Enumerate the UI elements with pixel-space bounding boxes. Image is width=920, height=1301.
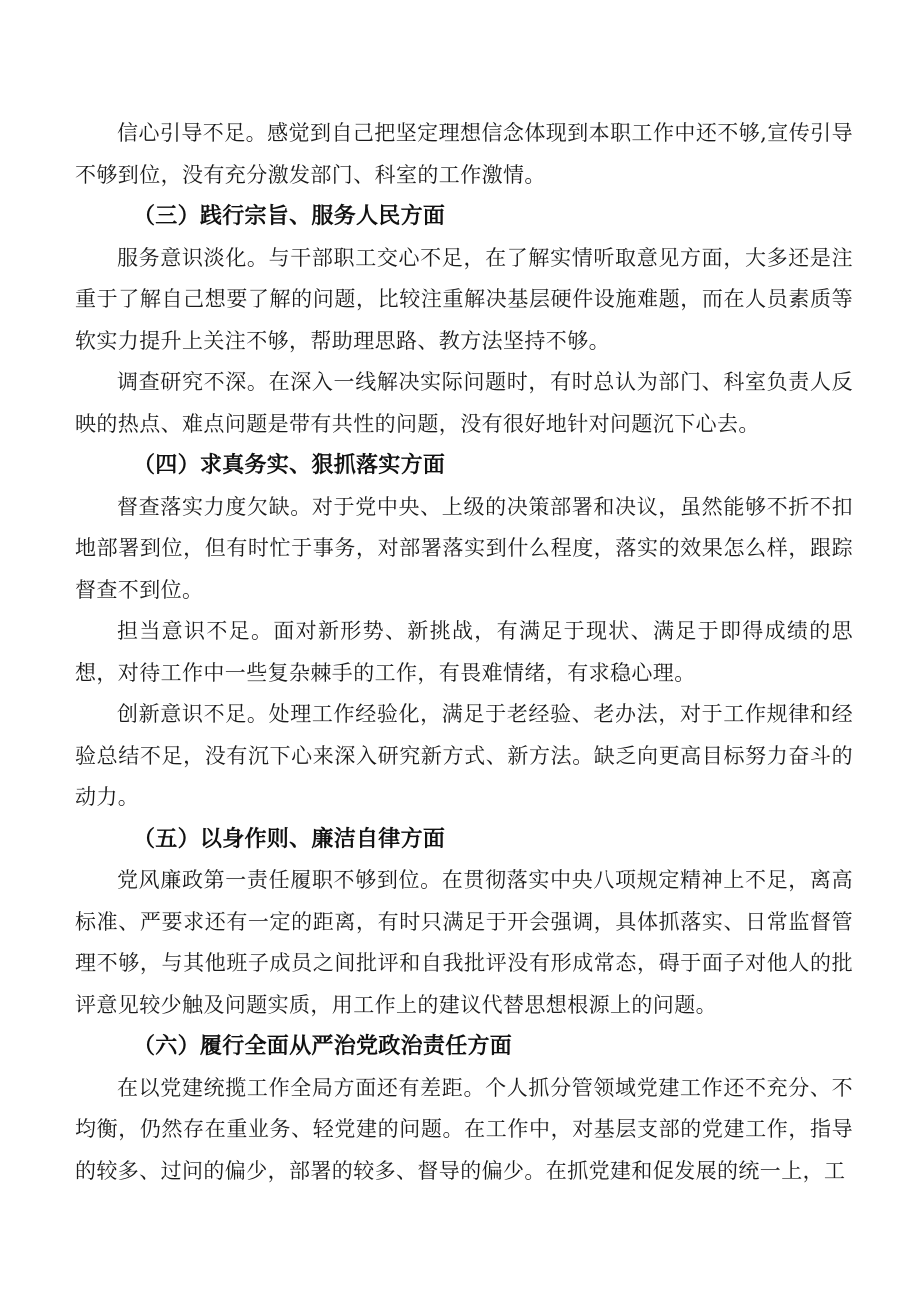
document-page [75,113,853,1192]
section-heading-5: （五）以身作则、廉洁自律方面 [133,826,446,852]
intro-paragraph: 信心引导不足。感觉到自己把坚定理想信念体现到本职工作中还不够,宣传引导不够到位，没有充分激发部门、科室的工作激情。 [75,121,853,187]
paragraph: 创新意识不足。处理工作经验化，满足于老经验、老办法，对于工作规律和经验总结不足，没有沉下心来深入研究新方式、新方法。缺乏向更高目标努力奋斗的动力。 [75,702,853,809]
paragraph: 党风廉政第一责任履职不够到位。在贯彻落实中央八项规定精神上不足，离高标准、严要求还有一定的距离，有时只满足于开会强调，具体抓落实、日常监督管理不够，与其他班子成员之间批评和自我批评没有形成常态，碍于面子对他人的批评意见较少触及问题实质，用工作上的建议代替思想根源上的问题。 [75,868,853,1017]
paragraph: 服务意识淡化。与干部职工交心不足，在了解实情听取意见方面，大多还是注重于了解自己想要了解的问题，比较注重解决基层硬件设施难题，而在人员素质等软实力提升上关注不够，帮助理思路、教方法坚持不够。 [75,245,853,353]
paragraph: 在以党建统揽工作全局方面还有差距。个人抓分管领域党建工作还不充分、不均衡，仍然存在重业务、轻党建的问题。在工作中，对基层支部的党建工作，指导的较多、过问的偏少，部署的较多、督导的偏少。在抓党建和促发展的统一上，工 [75,1075,853,1183]
section-heading-3: （三）践行宗旨、服务人民方面 [133,204,446,229]
section-heading-4: （四）求真务实、狠抓落实方面 [133,453,446,478]
paragraph: 担当意识不足。面对新形势、新挑战，有满足于现状、满足于即得成绩的思想，对待工作中一些复杂棘手的工作，有畏难情绪，有求稳心理。 [75,619,853,685]
paragraph: 督查落实力度欠缺。对于党中央、上级的决策部署和决议，虽然能够不折不扣地部署到位，但有时忙于事务，对部署落实到什么程度，落实的效果怎么样，跟踪督查不到位。 [75,494,853,602]
section-heading-6: （六）履行全面从严治党政治责任方面 [133,1034,513,1059]
paragraph: 调查研究不深。在深入一线解决实际问题时，有时总认为部门、科室负责人反映的热点、难点问题是带有共性的问题，没有很好地针对问题沉下心去。 [75,370,853,436]
